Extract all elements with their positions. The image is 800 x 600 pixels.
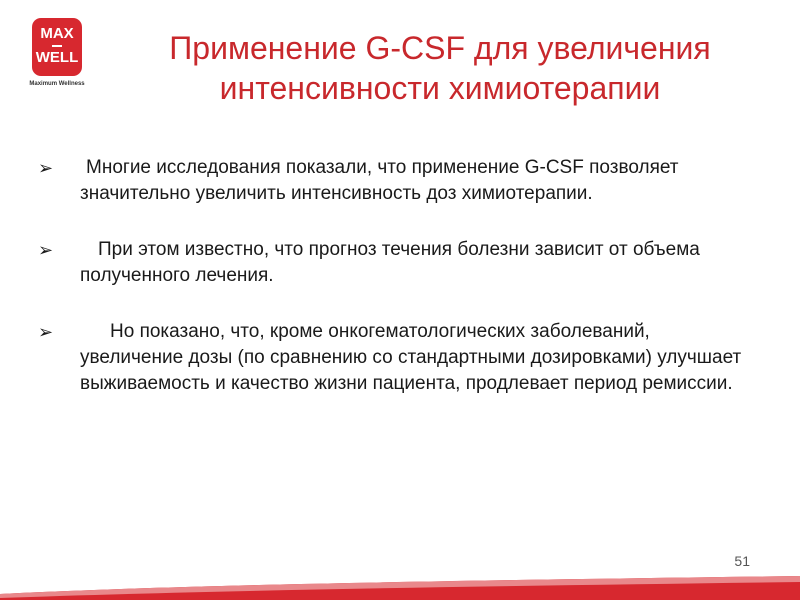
arrowhead-bullet-icon: ➢ <box>38 158 54 178</box>
logo-badge <box>32 18 82 76</box>
bullet-item <box>38 319 758 397</box>
page-number: 51 <box>734 553 750 569</box>
bullet-item <box>38 237 758 289</box>
logo-word-well: WELL <box>35 49 79 66</box>
bullet-text: Но показано, что, кроме онкогематологических заболеваний, увеличение дозы (по сравнению со стандартными дозировками) улучшает выживаемость и качество жизни пациента, продлевает период ремиссии. <box>80 321 742 394</box>
slide-title: Применение G-CSF для увеличения интенсивности химиотерапии <box>169 30 711 106</box>
footer-swoosh <box>0 574 800 600</box>
logo-word-max: MAX <box>40 25 74 42</box>
max-well-logo <box>24 18 90 92</box>
arrowhead-bullet-icon: ➢ <box>38 240 54 260</box>
bullet-text: При этом известно, что прогноз течения болезни зависит от объема полученного лечения. <box>80 239 700 286</box>
bullet-list <box>38 155 758 427</box>
arrowhead-bullet-icon: ➢ <box>38 322 54 342</box>
logo-tagline: Maximum Wellness <box>29 81 85 87</box>
bullet-item <box>38 155 758 207</box>
logo-divider <box>52 45 62 47</box>
bullet-text: Многие исследования показали, что применение G-CSF позволяет значительно увеличить интенсивность доз химиотерапии. <box>80 157 679 204</box>
